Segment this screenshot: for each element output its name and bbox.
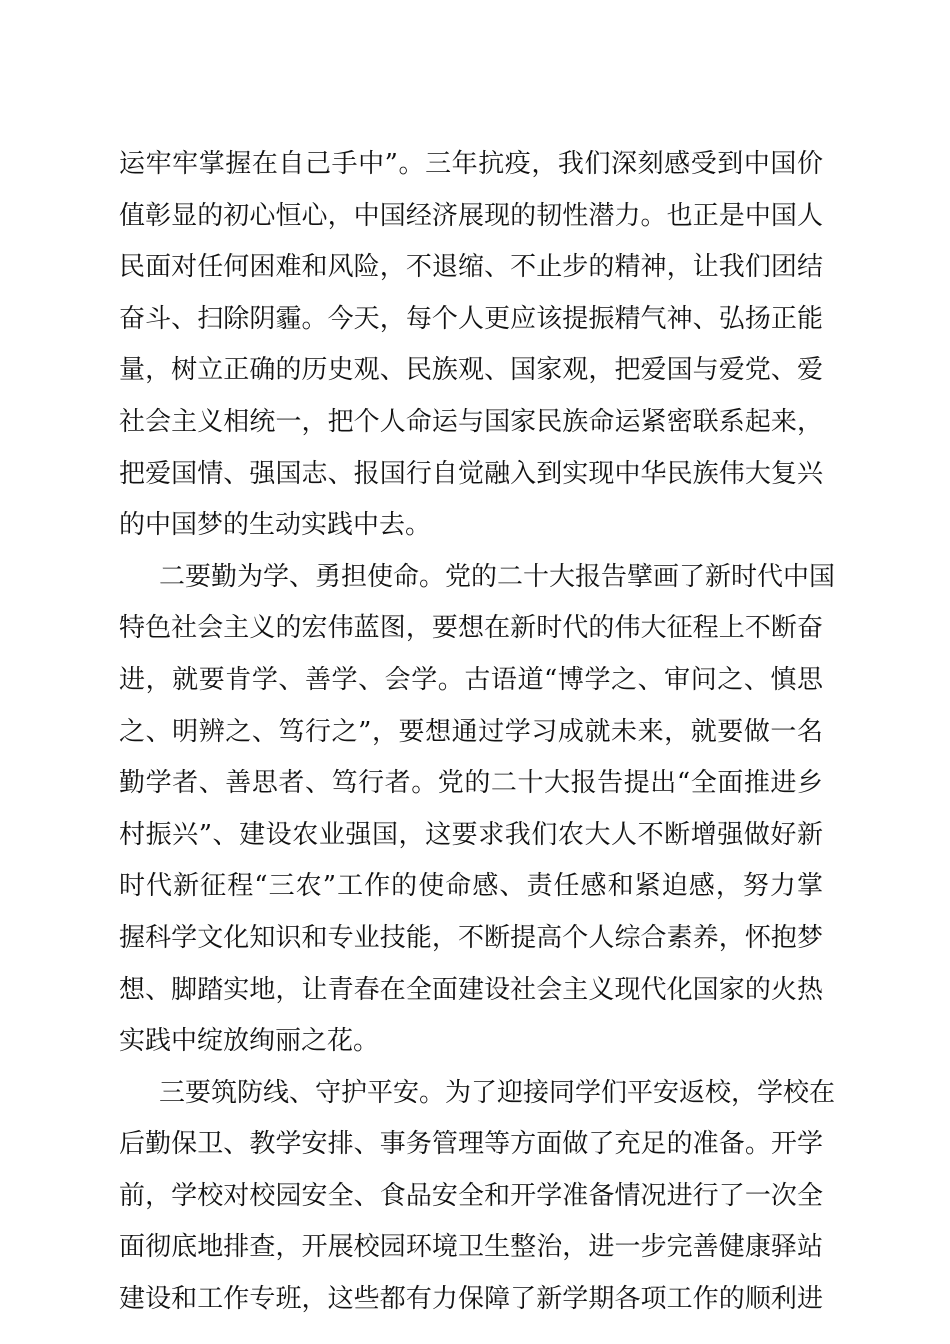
text-line: 二要勤为学、勇担使命。党的二十大报告擘画了新时代中国 bbox=[159, 561, 836, 592]
text-line: 运牢牢掌握在自己手中”。三年抗疫，我们深刻感受到中国价 bbox=[119, 149, 823, 179]
text-line: 把爱国情、强国志、报国行自觉融入到实现中华民族伟大复兴 bbox=[119, 458, 823, 489]
paragraph-safety bbox=[119, 1068, 836, 1326]
text-line: 村振兴”、建设农业强国，这要求我们农大人不断增强做好新 bbox=[119, 819, 823, 850]
paragraph-study bbox=[119, 552, 836, 1068]
text-line: 前，学校对校园安全、食品安全和开学准备情况进行了一次全 bbox=[119, 1180, 823, 1211]
text-line: 时代新征程“三农”工作的使命感、责任感和紧迫感，努力掌 bbox=[119, 871, 823, 902]
text-line: 三要筑防线、守护平安。为了迎接同学们平安返校，学校在 bbox=[159, 1077, 836, 1108]
paragraph-continuation bbox=[119, 139, 823, 552]
text-line: 勤学者、善思者、笃行者。党的二十大报告提出“全面推进乡 bbox=[119, 768, 823, 799]
text-line: 的中国梦的生动实践中去。 bbox=[119, 510, 432, 541]
text-line: 值彰显的初心恒心，中国经济展现的韧性潜力。也正是中国人 bbox=[119, 200, 823, 231]
text-line: 想、脚踏实地，让青春在全面建设社会主义现代化国家的火热 bbox=[119, 974, 823, 1005]
text-line: 奋斗、扫除阴霾。今天，每个人更应该提振精气神、弘扬正能 bbox=[119, 303, 823, 334]
text-line: 特色社会主义的宏伟蓝图，要想在新时代的伟大征程上不断奋 bbox=[119, 613, 823, 644]
text-line: 民面对任何困难和风险，不退缩、不止步的精神，让我们团结 bbox=[119, 252, 823, 283]
text-line: 建设和工作专班，这些都有力保障了新学期各项工作的顺利进 bbox=[119, 1284, 823, 1315]
text-line: 社会主义相统一，把个人命运与国家民族命运紧密联系起来， bbox=[119, 406, 823, 437]
text-line: 面彻底地排查，开展校园环境卫生整治，进一步完善健康驿站 bbox=[119, 1232, 823, 1263]
text-line: 握科学文化知识和专业技能，不断提高个人综合素养，怀抱梦 bbox=[119, 922, 823, 953]
text-line: 后勤保卫、教学安排、事务管理等方面做了充足的准备。开学 bbox=[119, 1129, 823, 1160]
text-line: 实践中绽放绚丽之花。 bbox=[119, 1026, 380, 1057]
text-line: 量，树立正确的历史观、民族观、国家观，把爱国与爱党、爱 bbox=[119, 355, 823, 386]
text-line: 之、明辨之、笃行之”，要想通过学习成就未来，就要做一名 bbox=[119, 716, 823, 747]
text-line: 进，就要肯学、善学、会学。古语道“博学之、审问之、慎思 bbox=[119, 664, 823, 695]
document-body bbox=[119, 139, 836, 1326]
